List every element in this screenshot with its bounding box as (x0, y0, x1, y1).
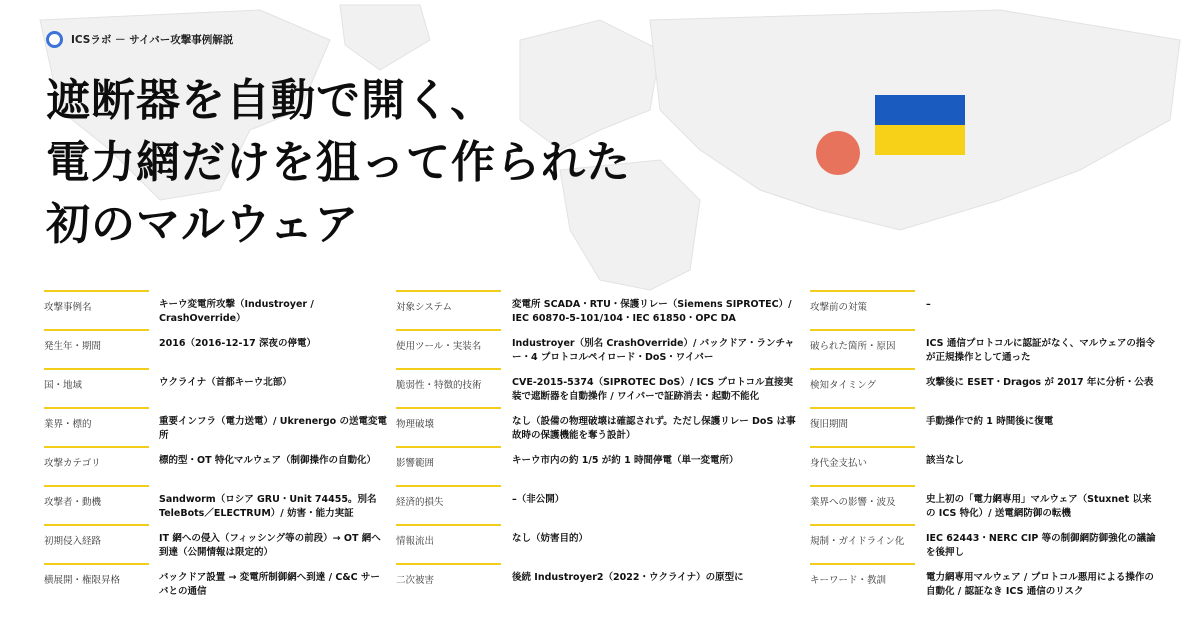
info-row (396, 563, 796, 602)
info-value: 手動操作で約 1 時間後に復電 (926, 416, 1054, 427)
row-divider (396, 563, 501, 565)
row-divider (396, 329, 501, 331)
info-label: 検知タイミング (810, 380, 877, 391)
info-label: 規制・ガイドライン化 (810, 536, 905, 547)
info-value: CVE-2015-5374（SIPROTEC DoS）/ ICS プロトコル直接実装で遮断器を自動操作 / ワイパーで証跡消去・起動不能化 (512, 377, 794, 402)
info-label: 脆弱性・特徴的技術 (396, 380, 482, 391)
info-value: Sandworm（ロシア GRU・Unit 74455。別名 TeleBots／ELECTRUM）/ 妨害・能力実証 (159, 494, 377, 519)
info-row (44, 290, 394, 329)
info-column-2 (396, 290, 796, 602)
info-row (44, 329, 394, 368)
row-divider (810, 446, 915, 448)
flag-blue-stripe (875, 95, 965, 125)
info-label: 攻撃前の対策 (810, 302, 868, 313)
ukraine-flag-icon (875, 95, 965, 155)
info-row (810, 485, 1164, 524)
info-row (810, 524, 1164, 563)
row-divider (44, 485, 149, 487)
info-label: 横展開・権限昇格 (44, 575, 121, 586)
info-value: 2016（2016-12-17 深夜の停電） (159, 338, 317, 349)
row-divider (396, 524, 501, 526)
info-row (44, 446, 394, 485)
location-marker-icon (816, 131, 860, 175)
info-value: 後続 Industroyer2（2022・ウクライナ）の原型に (512, 572, 744, 583)
row-divider (396, 290, 501, 292)
row-divider (44, 446, 149, 448)
info-value: – (926, 299, 931, 310)
row-divider (810, 563, 915, 565)
info-label: 国・地域 (44, 380, 83, 391)
info-value: 史上初の「電力網専用」マルウェア（Stuxnet 以来の ICS 特化）/ 送電網防御の転機 (926, 494, 1152, 519)
info-label: 攻撃カテゴリ (44, 458, 101, 469)
info-row (810, 368, 1164, 407)
row-divider (396, 485, 501, 487)
row-divider (810, 368, 915, 370)
info-row (44, 563, 394, 602)
info-label: 初期侵入経路 (44, 536, 102, 547)
row-divider (810, 329, 915, 331)
info-row (44, 407, 394, 446)
row-divider (44, 368, 149, 370)
info-label: 二次被害 (396, 575, 435, 586)
info-value: IEC 62443・NERC CIP 等の制御網防御強化の議論を後押し (926, 533, 1156, 558)
info-value: –（非公開） (512, 494, 565, 505)
info-value: 攻撃後に ESET・Dragos が 2017 年に分析・公表 (926, 377, 1154, 388)
brand-logo-icon (46, 31, 63, 48)
title-line: 初のマルウェア (46, 199, 360, 250)
row-divider (396, 407, 501, 409)
brand-text: ICSラボ － サイバー攻撃事例解説 (71, 34, 234, 46)
row-divider (44, 290, 149, 292)
info-row (396, 524, 796, 563)
info-label: 発生年・期間 (44, 341, 102, 352)
page-title (46, 70, 631, 256)
info-label: 対象システム (396, 302, 453, 313)
info-column-3 (810, 290, 1164, 602)
title-line: 電力網だけを狙って作られた (46, 137, 631, 188)
info-row (396, 485, 796, 524)
info-label: 攻撃者・動機 (44, 497, 102, 508)
info-row (396, 407, 796, 446)
info-column-1 (44, 290, 394, 602)
info-row (44, 368, 394, 407)
info-value: 重要インフラ（電力送電）/ Ukrenergo の送電変電所 (159, 416, 387, 441)
info-value: キーウ市内の約 1/5 が約 1 時間停電（単一変電所） (512, 455, 739, 466)
row-divider (396, 446, 501, 448)
info-row (810, 446, 1164, 485)
info-value: なし（設備の物理破壊は確認されず。ただし保護リレー DoS は事故時の保護機能を奪う設計） (512, 416, 796, 441)
row-divider (44, 329, 149, 331)
info-value: ウクライナ（首都キーウ北部） (159, 377, 292, 388)
info-row (810, 290, 1164, 329)
info-label: 業界への影響・波及 (810, 497, 896, 508)
row-divider (810, 524, 915, 526)
info-row (396, 290, 796, 329)
greenland-shape (340, 5, 430, 70)
info-row (44, 485, 394, 524)
info-label: 影響範囲 (396, 458, 435, 469)
info-label: 情報流出 (396, 536, 435, 547)
info-label: 攻撃事例名 (44, 302, 92, 313)
info-row (396, 329, 796, 368)
row-divider (810, 485, 915, 487)
info-value: 該当なし (926, 455, 965, 466)
info-value: Industroyer（別名 CrashOverride）/ バックドア・ランチャー・4 プロトコルペイロード・DoS・ワイパー (512, 338, 795, 363)
brand-header (46, 31, 233, 48)
row-divider (810, 290, 915, 292)
info-label: 経済的損失 (396, 497, 444, 508)
info-value: 電力網専用マルウェア / プロトコル悪用による操作の自動化 / 認証なき ICS 通信のリスク (926, 572, 1154, 597)
row-divider (396, 368, 501, 370)
info-label: 復旧期間 (810, 419, 849, 430)
info-label: 身代金支払い (810, 458, 868, 469)
flag-yellow-stripe (875, 125, 965, 155)
info-value: 標的型・OT 特化マルウェア（制御操作の自動化） (159, 455, 376, 466)
info-value: キーウ変電所攻撃（Industroyer / CrashOverride） (159, 299, 314, 324)
info-label: 業界・標的 (44, 419, 92, 430)
info-label: キーワード・教訓 (810, 575, 887, 586)
info-value: IT 網への侵入（フィッシング等の前段）→ OT 網へ到達（公開情報は限定的） (159, 533, 381, 558)
row-divider (44, 524, 149, 526)
info-row (810, 563, 1164, 602)
info-value: バックドア設置 → 変電所制御網へ到達 / C&C サーバとの通信 (159, 572, 380, 597)
info-row (396, 446, 796, 485)
row-divider (44, 563, 149, 565)
info-label: 物理破壊 (396, 419, 435, 430)
info-row (44, 524, 394, 563)
info-row (810, 407, 1164, 446)
row-divider (810, 407, 915, 409)
info-value: なし（妨害目的） (512, 533, 589, 544)
info-value: 変電所 SCADA・RTU・保護リレー（Siemens SIPROTEC）/ IEC 60870-5-101/104・IEC 61850・OPC DA (512, 299, 792, 324)
info-label: 使用ツール・実装名 (396, 341, 482, 352)
info-label: 破られた箇所・原因 (810, 341, 896, 352)
title-line: 遮断器を自動で開く、 (46, 75, 496, 126)
info-value: ICS 通信プロトコルに認証がなく、マルウェアの指令が正規操作として通った (926, 338, 1155, 363)
info-row (396, 368, 796, 407)
info-row (810, 329, 1164, 368)
row-divider (44, 407, 149, 409)
